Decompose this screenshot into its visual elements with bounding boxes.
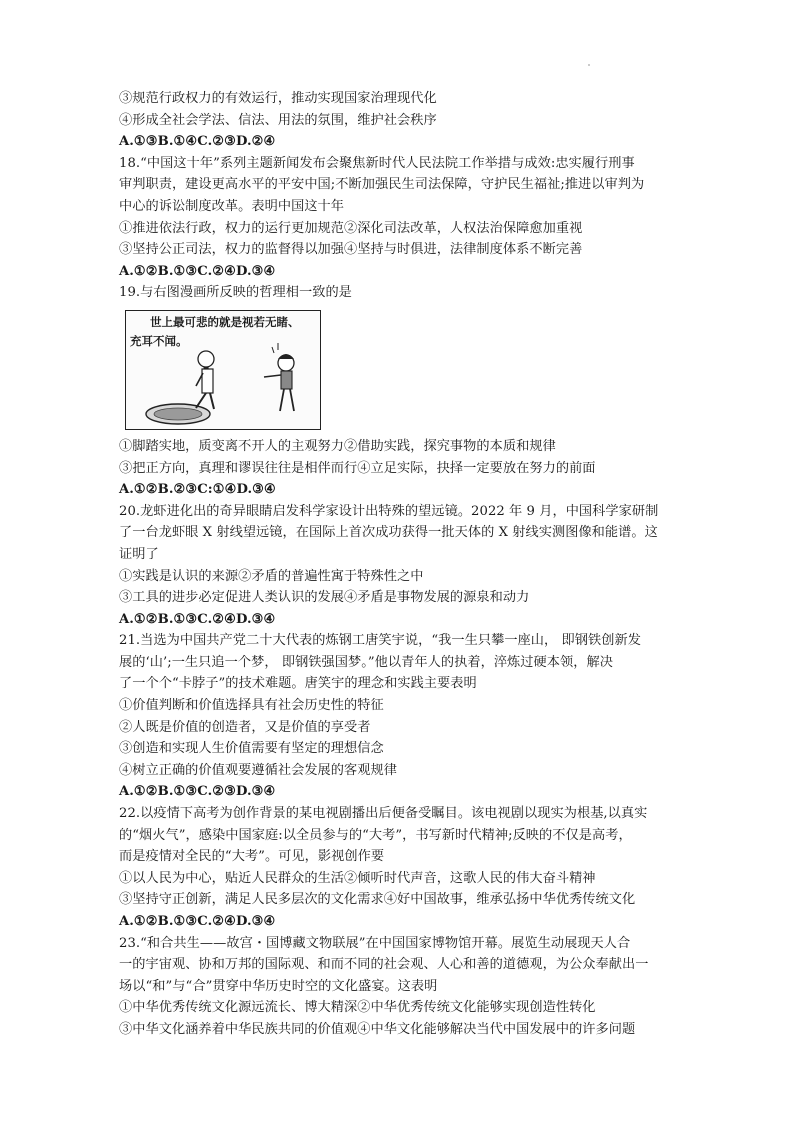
q22-options-3-4: ③坚持守正创新，满足人民多层次的文化需求④好中国故事，维承弘扬中华优秀传统文化 bbox=[119, 892, 636, 908]
q20-stem-1: 20.龙虾进化出的奇异眼睛启发科学家设计出特殊的望远镜。2022 年 9 月，中国科学家研制 bbox=[119, 503, 659, 519]
q19-stem: 19.与右图漫画所反映的哲理相一致的是 bbox=[119, 285, 352, 301]
q17-choices: A.①③B.①④C.②③D.②④ bbox=[119, 134, 276, 150]
q22-stem-3: 而是疫情对全民的“大考”。可见，影视创作要 bbox=[119, 849, 385, 865]
q18-stem-3: 中心的诉讼制度改革。表明中国这十年 bbox=[119, 198, 345, 214]
q21-stem-2: 展的‘山’;一生只追一个梦， 即钢铁强国梦。”他以青年人的执着，淬炼过硬本领，解决 bbox=[119, 654, 613, 670]
q20-options-3-4: ③工具的进步必定促进人类认识的发展④矛盾是事物发展的源泉和动力 bbox=[119, 590, 530, 606]
q19-options-1-2: ①脚踏实地，质变离不开人的主观努力②借助实践，探究事物的本质和规律 bbox=[119, 438, 556, 454]
q18-options-3-4: ③坚持公正司法，权力的监督得以加强④坚持与时俱进，法律制度体系不断完善 bbox=[119, 242, 583, 258]
q20-stem-3: 证明了 bbox=[119, 546, 159, 562]
q23-stem-2: 一的宇宙观、协和万邦的国际观、和而不同的社会观、人心和善的道德观，为公众奉献出一 bbox=[119, 957, 649, 973]
q21-option-2: ②人既是价值的创造者，又是价值的享受者 bbox=[119, 719, 371, 735]
q19-choices: A.①②B.②③C:①④D.③④ bbox=[119, 482, 276, 498]
q20-options-1-2: ①实践是认识的来源②矛盾的普遍性寓于特殊性之中 bbox=[119, 568, 424, 584]
q17-option-4: ④形成全社会学法、信法、用法的氛围，维护社会秩序 bbox=[119, 112, 437, 128]
q21-option-4: ④树立正确的价值观要遵循社会发展的客观规律 bbox=[119, 762, 397, 778]
q18-choices: A.①②B.①③C.②④D.③④ bbox=[119, 263, 276, 279]
q22-choices: A.①②B.①③C.②④D.③④ bbox=[119, 914, 276, 929]
q19-options-3-4: ③把正方向，真理和谬误往往是相伴而行④立足实际，抉择一定要放在努力的前面 bbox=[119, 460, 596, 476]
q19-cartoon bbox=[125, 310, 321, 430]
q21-stem-1: 21.当选为中国共产党二十大代表的炼钢工唐笑宇说，“我一生只攀一座山， 即钢铁创新发 bbox=[119, 633, 641, 649]
q23-options-1-2: ①中华优秀传统文化源远流长、博大精深②中华优秀传统文化能够实现创造性转化 bbox=[119, 1000, 596, 1016]
scan-speck bbox=[588, 64, 590, 66]
q18-options-1-2: ①推进依法行政，权力的运行更加规范②深化司法改革，人权法治保障愈加重视 bbox=[119, 220, 583, 236]
cartoon-caption-line-2: 充耳不闻。 bbox=[130, 333, 188, 348]
q23-options-3-4: ③中华文化涵养着中华民族共同的价值观④中华文化能够解决当代中国发展中的许多问题 bbox=[119, 1021, 636, 1037]
q21-stem-3: 了一个个“卡脖子”的技术难题。唐笑宇的理念和实践主要表明 bbox=[119, 676, 477, 692]
exam-page bbox=[119, 88, 679, 1041]
q23-stem-3: 场以“和”与“合”贯穿中华历史时空的文化盛宴。这表明 bbox=[119, 978, 438, 994]
q18-stem-2: 审判职责，建设更高水平的平安中国;不断加强民生司法保障，守护民生福祉;推进以审判为 bbox=[119, 177, 645, 193]
q20-stem-2: 了一台龙虾眼 X 射线望远镜，在国际上首次成功获得一批天体的 X 射线实测图像和能谱。这 bbox=[119, 525, 658, 541]
q18-stem-1: 18.“中国这十年”系列主题新闻发布会聚焦新时代人民法院工作举措与成效:忠实履行刑事 bbox=[119, 155, 635, 171]
q22-options-1-2: ①以人民为中心，贴近人民群众的生活②倾听时代声音，这歌人民的伟大奋斗精神 bbox=[119, 870, 596, 886]
q23-stem-1: 23.“和合共生——故宫・国博藏文物联展”在中国国家博物馆开幕。展览生动展现天人合 bbox=[119, 935, 631, 951]
q22-stem-1: 22.以疫情下高考为创作背景的某电视剧播出后便备受瞩目。该电视剧以现实为根基,以真实 bbox=[119, 806, 648, 822]
q21-option-1: ①价值判断和价值选择具有社会历史性的特征 bbox=[119, 698, 384, 714]
cartoon-caption-line-1: 世上最可悲的就是视若无睹、 bbox=[150, 314, 300, 329]
q22-stem-2: 的“烟火气”，感染中国家庭:以全员参与的“大考”，书写新时代精神;反映的不仅是高考， bbox=[119, 827, 632, 843]
q20-choices: A.①②B.①③C.②④D.③④ bbox=[119, 611, 276, 627]
q21-option-3: ③创造和实现人生价值需要有坚定的理想信念 bbox=[119, 741, 384, 757]
q17-option-3: ③规范行政权力的有效运行，推动实现国家治理现代化 bbox=[119, 91, 437, 106]
q21-choices: A.①②B.①③C.②③D.③④ bbox=[119, 784, 276, 800]
